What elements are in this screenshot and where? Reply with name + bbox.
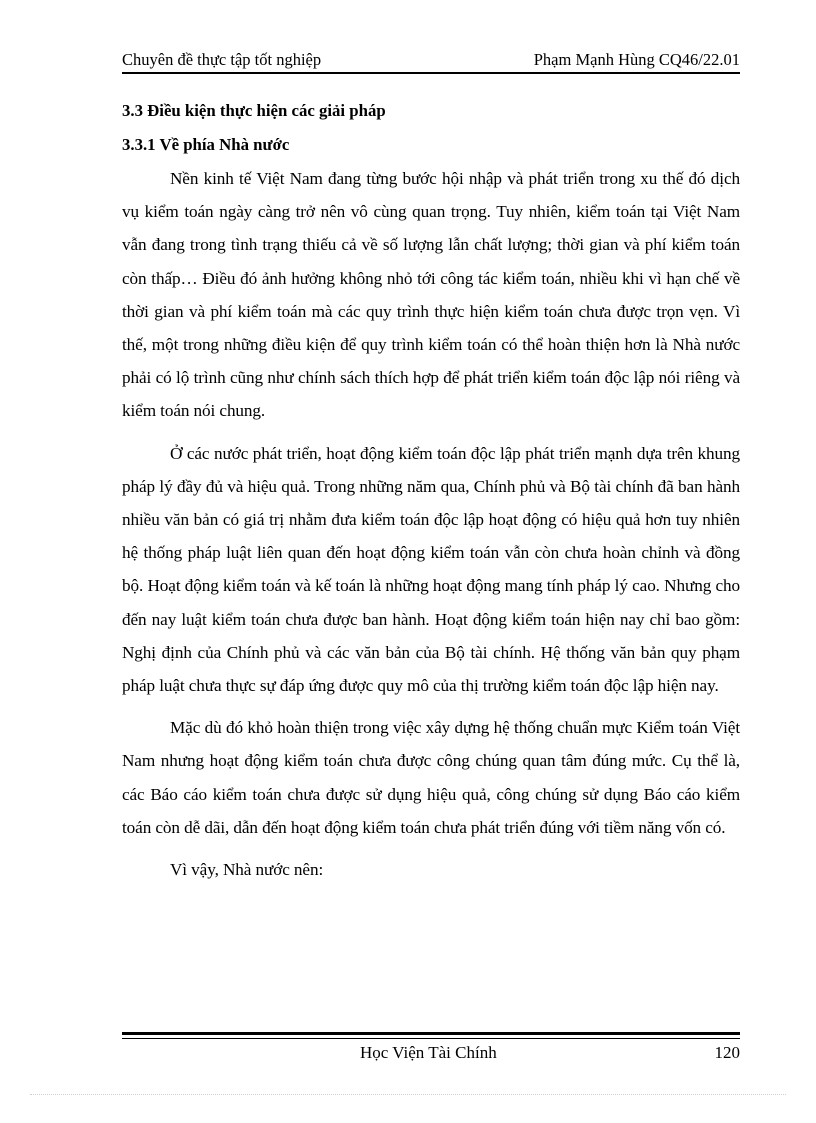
- page-bottom-dotted-border: [30, 1094, 786, 1095]
- paragraph: Ở các nước phát triển, hoạt động kiểm toán độc lập phát triển mạnh dựa trên khung pháp lý đầy đủ và hiệu quả. Trong những năm qua, Chính phủ và Bộ tài chính đã ban hành nhiều văn bản có giá trị nhằm đưa kiểm toán độc lập hoạt động có hiệu quả hơn tuy nhiên hệ thống pháp luật liên quan đến hoạt động kiểm toán vẫn còn chưa hoàn chỉnh và đồng bộ. Hoạt động kiểm toán và kế toán là những hoạt động mang tính pháp lý cao. Nhưng cho đến nay luật kiểm toán chưa được ban hành. Hoạt động kiểm toán hiện nay chỉ bao gồm: Nghị định của Chính phủ và các văn bản của Bộ tài chính. Hệ thống văn bản quy phạm pháp luật chưa thực sự đáp ứng được quy mô của thị trường kiểm toán độc lập hiện nay.: [122, 443, 740, 696]
- paragraph: Nền kinh tế Việt Nam đang từng bước hội nhập và phát triển trong xu thế đó dịch vụ kiểm toán ngày càng trở nên vô cùng quan trọng. Tuy nhiên, kiểm toán tại Việt Nam vẫn đang trong tình trạng thiếu cả về số lượng lẫn chất lượng; thời gian và phí kiểm toán còn thấp… Điều đó ảnh hưởng không nhỏ tới công tác kiểm toán, nhiều khi vì hạn chế về thời gian và phí kiểm toán mà các quy trình thực hiện kiểm toán chưa được trọn vẹn. Vì thế, một trong những điều kiện để quy trình kiểm toán có thể hoàn thiện hơn là Nhà nước phải có lộ trình cũng như chính sách thích hợp để phát triển kiểm toán độc lập nói riêng và kiểm toán nói chung.: [122, 169, 740, 421]
- footer-institution: Học Viện Tài Chính: [360, 1043, 497, 1062]
- paragraph: Vì vậy, Nhà nước nên:: [170, 860, 324, 880]
- page-header: [122, 50, 740, 72]
- header-author: Phạm Mạnh Hùng CQ46/22.01: [533, 50, 740, 69]
- page-body: [122, 94, 740, 895]
- footer-rule-thick: [122, 1032, 740, 1035]
- subsection-heading: 3.3.1 Về phía Nhà nước: [122, 135, 290, 154]
- header-document-title: Chuyên đề thực tập tốt nghiệp: [122, 50, 322, 69]
- page-footer: [122, 1043, 740, 1065]
- section-heading: 3.3 Điều kiện thực hiện các giải pháp: [122, 101, 386, 120]
- header-rule: [122, 72, 740, 74]
- page-number: 120: [714, 1043, 740, 1062]
- footer-rule-thin: [122, 1038, 740, 1039]
- paragraph: Mặc dù đó khỏ hoàn thiện trong việc xây dựng hệ thống chuẩn mực Kiểm toán Việt Nam nhưng hoạt động kiểm toán chưa được công chúng quan tâm đúng mức. Cụ thể là, các Báo cáo kiểm toán chưa được sử dụng hiệu quả, công chúng sử dụng Báo cáo kiểm toán còn dễ dãi, dẫn đến hoạt động kiểm toán chưa phát triển đúng với tiềm năng vốn có.: [122, 718, 740, 837]
